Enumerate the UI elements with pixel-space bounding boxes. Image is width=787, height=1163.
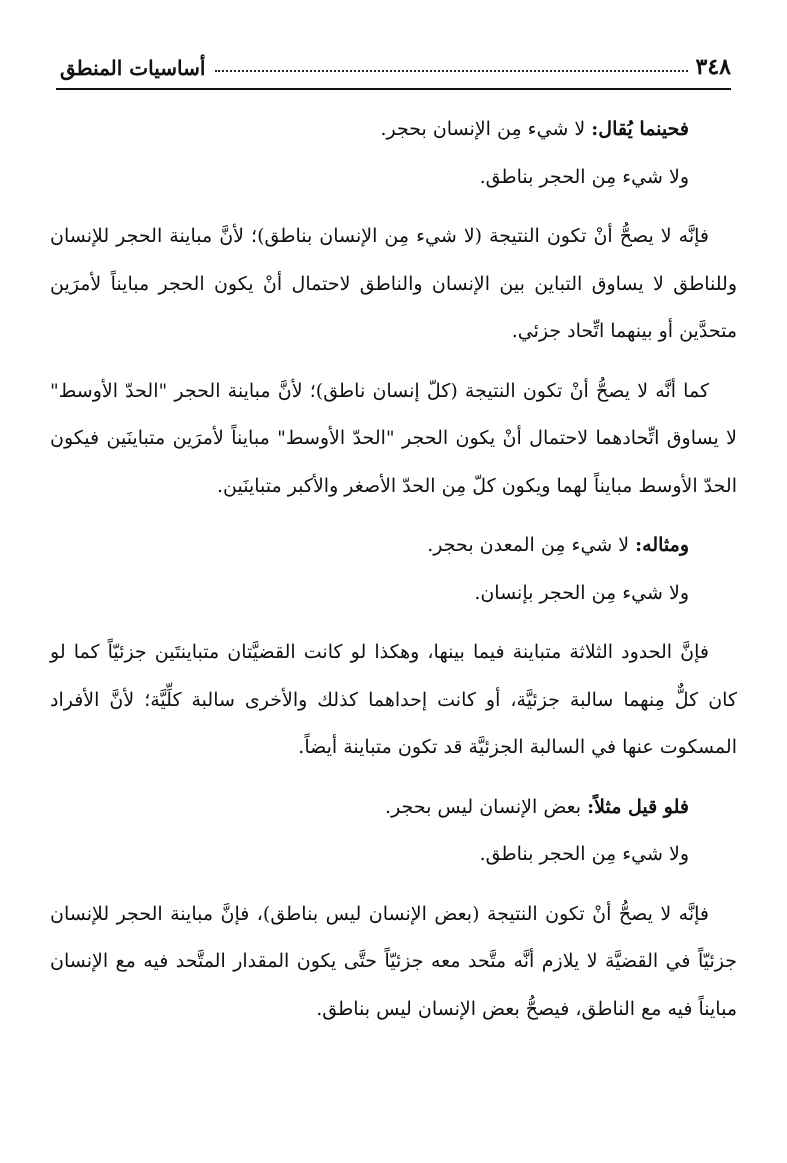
spacer: [50, 879, 737, 891]
page-number: ٣٤٨: [695, 54, 731, 80]
spacer: [50, 617, 737, 629]
paragraph: فإنَّه لا يصحُّ أنْ تكون النتيجة (بعض الإنسان ليس بناطق)، فإنَّ مباينة الحجر للإنسان جزئيّاً في القضيَّة لا يلازم أنَّه متَّحد معه جزئيّاً حتَّى يكون المقدار المتَّحد فيه مع الإنسان مبايناً فيه مع الناطق، فيصحُّ بعض الإنسان ليس بناطق.: [50, 902, 737, 1020]
example-line: [50, 784, 737, 832]
header-dotted-leader: [215, 69, 687, 72]
example-premise: لا شيء مِن المعدن بحجر.: [427, 534, 630, 556]
example-premise-line: ولا شيء مِن الحجر بناطق.: [479, 843, 689, 865]
example-premise: لا شيء مِن الإنسان بحجر.: [380, 118, 586, 140]
example-lead: ومثاله:: [635, 534, 689, 556]
example-line: [50, 522, 737, 570]
example-premise-line: ولا شيء مِن الحجر بناطق.: [479, 165, 689, 188]
paragraph: فإنَّه لا يصحُّ أنْ تكون النتيجة (لا شيء مِن الإنسان بناطق)؛ لأنَّ مباينة الحجر للإنسان وللناطق لا يساوق التباين بين الإنسان والناطق لاحتمال أنْ يكون الحجر مبايناً لأمرَين متحدَّين أو بينهما اتِّحاد جزئي.: [50, 225, 737, 342]
running-title: أساسيات المنطق: [60, 56, 206, 80]
example-premise-line: ولا شيء مِن الحجر بإنسان.: [474, 581, 689, 604]
body-text: [50, 106, 737, 1045]
example-line: [50, 106, 737, 154]
page-header: [60, 46, 731, 80]
header-rule: [56, 88, 731, 90]
paragraph: كما أنَّه لا يصحُّ أنْ تكون النتيجة (كلّ إنسان ناطق)؛ لأنَّ مباينة الحجر "الحدّ الأوسط" لا يساوق اتِّحادهما لاحتمال أنْ يكون الحجر "الحدّ الأوسط" مبايناً لأمرَين متباينَين فيكون الحدّ الأوسط مبايناً لهما ويكون كلّ مِن الحدّ الأصغر والأكبر متباينَين.: [50, 379, 737, 497]
example-premise: بعض الإنسان ليس بحجر.: [385, 795, 582, 818]
example-lead: فلو قيل مثلاً:: [587, 795, 689, 818]
example-lead: فحينما يُقال:: [591, 118, 689, 140]
paragraph: فإنَّ الحدود الثلاثة متباينة فيما بينها، وهكذا لو كانت القضيَّتان متباينتَين جزئيّاً كما لو كان كلٌّ مِنهما سالبة جزئيَّة، أو كانت إحداهما كذلك والأخرى سالبة كلِّيَّة؛ لأنَّ الأفراد المسكوت عنها في السالبة الجزئيَّة قد تكون متباينة أيضاً.: [50, 641, 737, 758]
spacer: [50, 201, 737, 213]
